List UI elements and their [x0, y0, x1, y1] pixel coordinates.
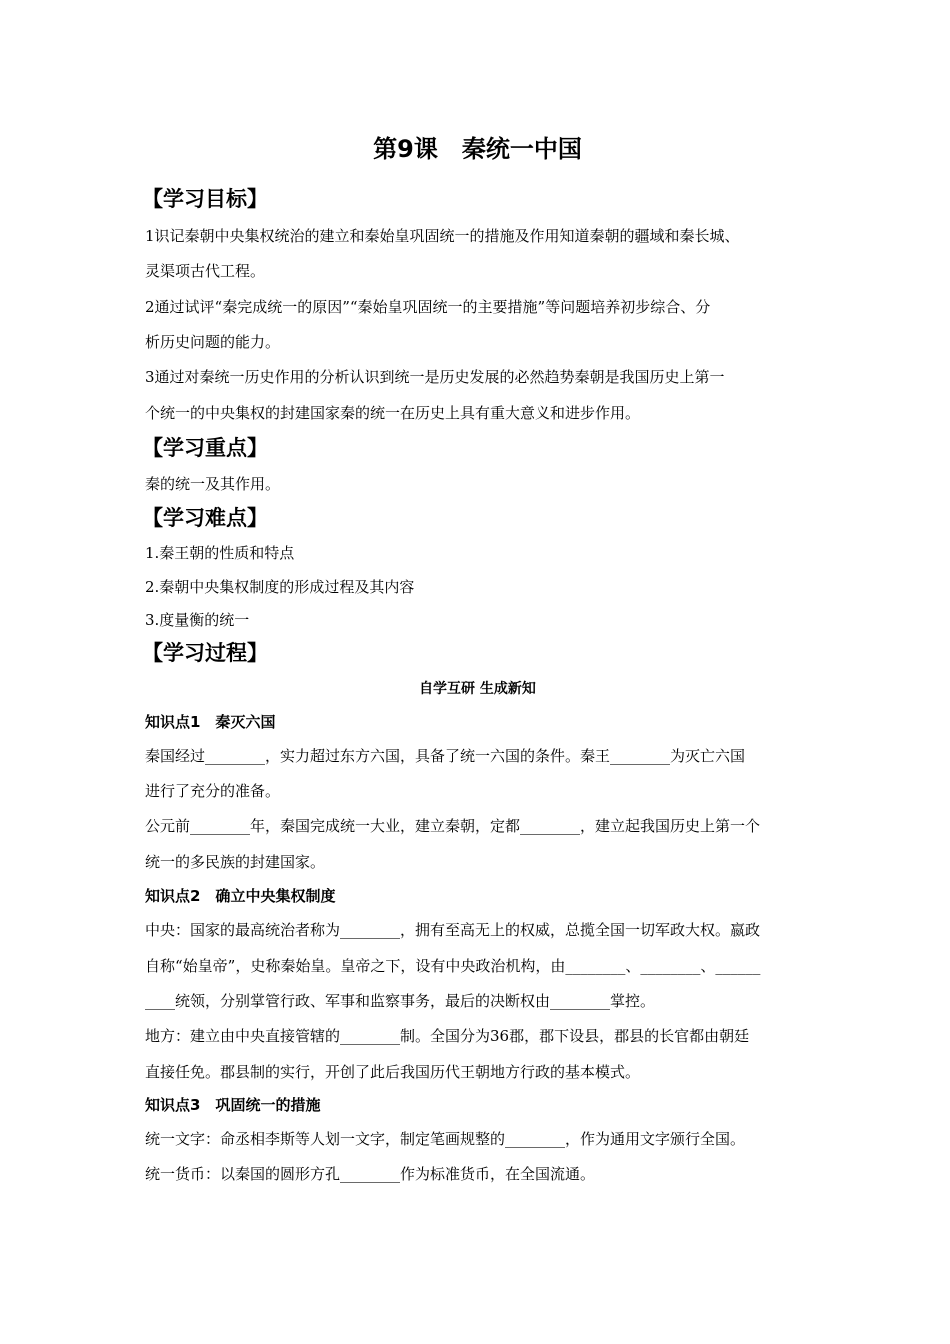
knowledge-point-2-title: 知识点2 确立中央集权制度 [145, 887, 336, 905]
objective-line-1: 1识记秦朝中央集权统治的建立和秦始皇巩固统一的措施及作用知道秦朝的疆域和秦长城、 [145, 227, 740, 245]
kp2-line-3: ____统领，分别掌管行政、军事和监察事务，最后的决断权由________掌控。 [145, 992, 656, 1010]
knowledge-point-3-title: 知识点3 巩固统一的措施 [145, 1096, 321, 1114]
heading-key-points: 【学习重点】 [142, 436, 268, 460]
difficulty-item-1: 1.秦王朝的性质和特点 [145, 544, 295, 562]
difficulty-item-3: 3.度量衡的统一 [145, 611, 250, 629]
objective-line-5: 3通过对秦统一历史作用的分析认识到统一是历史发展的必然趋势秦朝是我国历史上第一 [145, 368, 725, 386]
kp1-line-1: 秦国经过________，实力超过东方六国，具备了统一六国的条件。秦王________为灭亡六国 [145, 747, 746, 765]
kp1-line-3: 公元前________年，秦国完成统一大业，建立秦朝，定都________，建立起我国历史上第一个 [145, 817, 761, 835]
heading-process: 【学习过程】 [142, 641, 268, 665]
kp2-line-1: 中央：国家的最高统治者称为________，拥有至高无上的权威，总揽全国一切军政大权。嬴政 [145, 921, 761, 939]
kp2-line-4: 地方：建立由中央直接管辖的________制。全国分为36郡，郡下设县，郡县的长官都由朝廷 [145, 1027, 750, 1045]
difficulty-item-2: 2.秦朝中央集权制度的形成过程及其内容 [145, 578, 415, 596]
objective-line-6: 个统一的中央集权的封建国家秦的统一在历史上具有重大意义和进步作用。 [145, 404, 641, 422]
kp2-line-2: 自称“始皇帝”，史称秦始皇。皇帝之下，设有中央政治机构，由________、________、______ [145, 957, 761, 975]
kp1-line-2: 进行了充分的准备。 [145, 782, 281, 800]
heading-objectives: 【学习目标】 [142, 187, 268, 211]
knowledge-point-1-title: 知识点1 秦灭六国 [145, 713, 276, 731]
kp2-line-5: 直接任免。郡县制的实行，开创了此后我国历代王朝地方行政的基本模式。 [145, 1063, 641, 1081]
key-point-text: 秦的统一及其作用。 [145, 475, 281, 493]
objective-line-3: 2通过试评“秦完成统一的原因”“秦始皇巩固统一的主要措施”等问题培养初步综合、分 [145, 298, 711, 316]
kp3-line-2: 统一货币：以秦国的圆形方孔________作为标准货币，在全国流通。 [145, 1165, 596, 1183]
objective-line-2: 灵渠项古代工程。 [145, 262, 266, 280]
objective-line-4: 析历史问题的能力。 [145, 333, 281, 351]
process-subheading: 自学互研 生成新知 [419, 681, 536, 697]
heading-difficulties: 【学习难点】 [142, 506, 268, 530]
lesson-title: 第9课 秦统一中国 [373, 135, 582, 163]
kp3-line-1: 统一文字：命丞相李斯等人划一文字，制定笔画规整的________，作为通用文字颁行全国。 [145, 1130, 746, 1148]
kp1-line-4: 统一的多民族的封建国家。 [145, 853, 326, 871]
